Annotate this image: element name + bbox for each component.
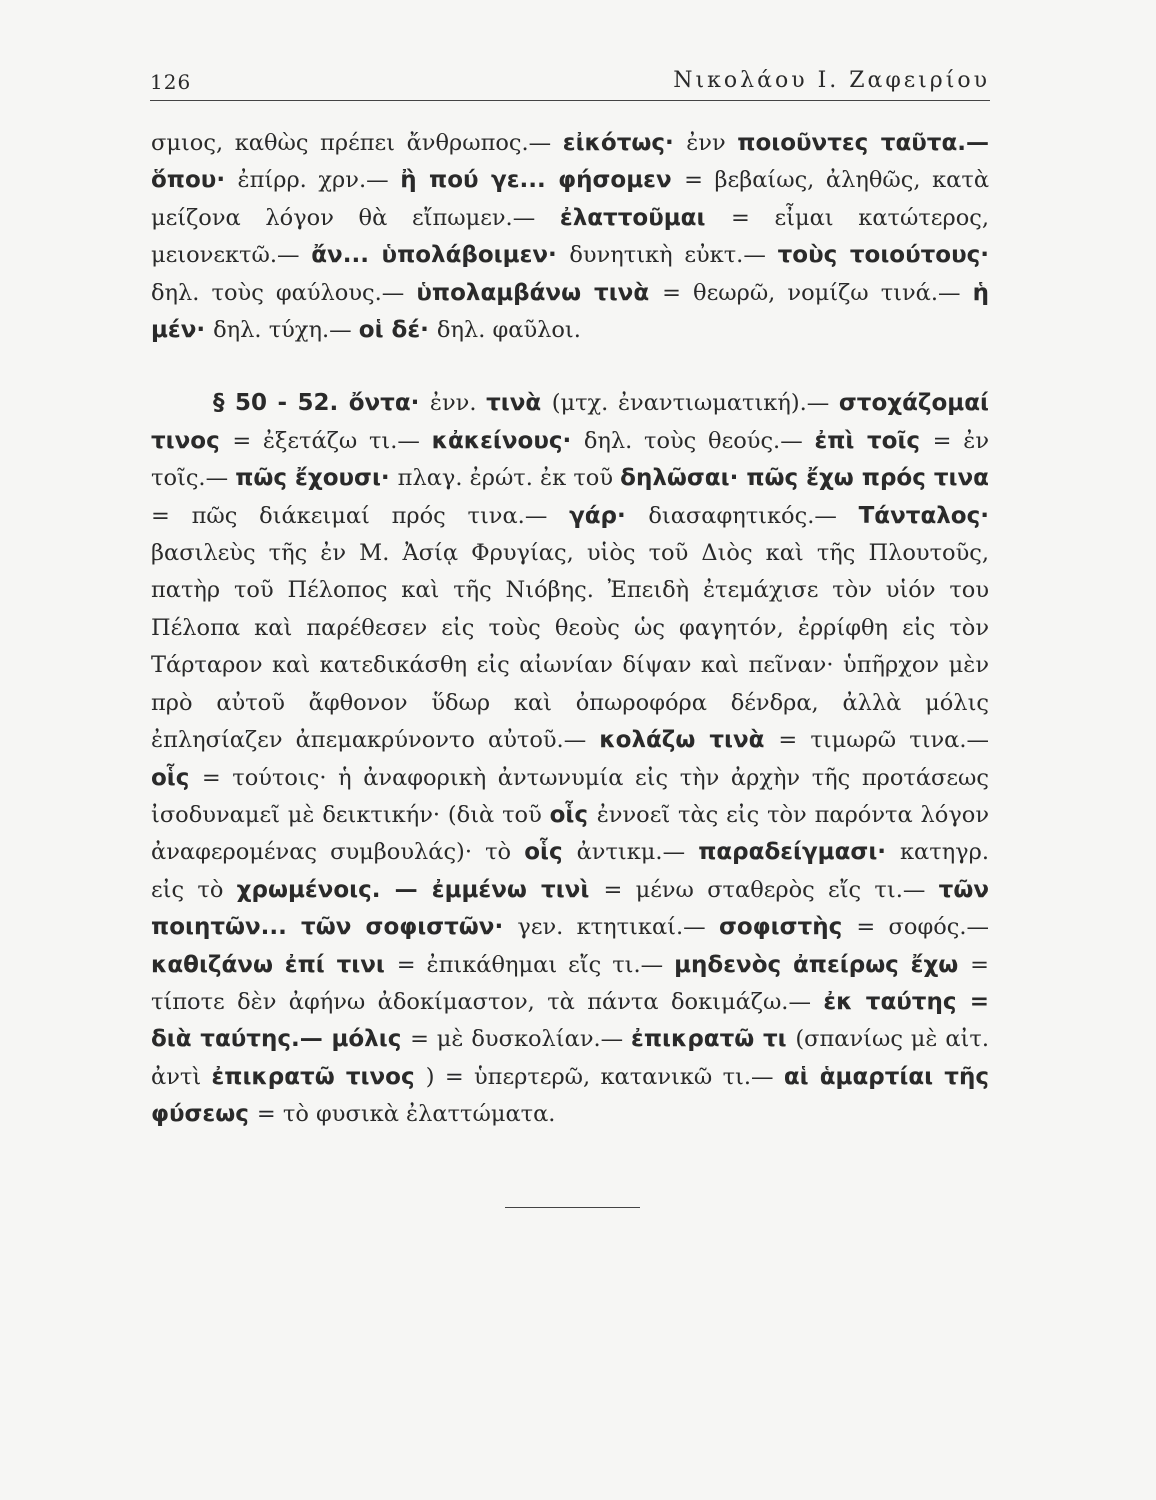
bold-term: παραδείγμασι· [698,839,900,866]
commentary-text [151,125,989,1134]
text-run: = ἐξετάζω τι.— [232,427,432,454]
text-run: ἐνν [686,130,738,156]
text-run: δηλ. φαῦλοι. [436,317,581,344]
text-run: = σοφός.— [856,914,989,941]
text-run: = εἶμαι κατώτερος, μειονεκτῶ.— [151,204,989,269]
text-run: = πῶς διάκειμαί πρός τινα.— [151,502,570,529]
bold-term: ποιοῦντες ταῦτα.— ὅπου· [151,130,990,194]
text-run: σμιος, καθὼς πρέπει ἄνθρωπος.— [151,130,563,156]
section-heading: § 50 - 52. ὄντα· [213,390,430,417]
text-run: = θεωρῶ, νομίζω τινά.— [662,279,973,306]
paragraph [151,125,989,349]
bold-term: τοὺς τοιούτους· [777,242,990,269]
header-rule [150,100,990,101]
bold-term: τινὰ [486,390,552,417]
text-run: ἐννοεῖ τὰς εἰς τὸν παρόντα λόγον ἀναφερομένας συμβουλάς)· τὸ [151,801,989,866]
section-end-rule [505,1207,640,1208]
bold-term: ἐπὶ τοῖς [814,427,933,454]
text-run: ) = ὑπερτερῶ, κατανικῶ τι.— [425,1063,784,1090]
text-run: = ἐν τοῖς.— [151,427,989,492]
text-run: = ἐπικάθημαι εἴς τι.— [396,951,675,978]
text-run: = τούτοις· ἡ ἀναφορικὴ ἀντωνυμία εἰς τὴν ἀρχὴν τῆς προτάσεως ἰσοδυναμεῖ μὲ δεικτικήν· (διὰ τοῦ [151,764,989,828]
bold-term: αἱ ἁμαρτίαι τῆς φύσεως [151,1063,989,1128]
text-run: κατηγρ. εἰς τὸ [151,839,989,903]
text-run: ἀντικμ.— [576,839,699,866]
text-run: = τὸ φυσικὰ ἐλαττώματα. [256,1101,556,1128]
bold-term: ἢ πού γε... φήσομεν [400,167,685,194]
bold-term: εἰκότως· [562,130,687,156]
bold-term: γάρ· [569,502,649,529]
running-title: Νικολάου Ι. Ζαφειρίου [673,68,990,93]
text-run: δυνητικὴ εὐκτ.— [569,242,778,269]
bold-term: Τάνταλος· [858,502,989,529]
text-run: (μτχ. ἐναντιωματική).— [551,390,839,417]
bold-term: χρωμένοις. — ἐμμένω τινὶ [236,876,604,903]
text-run: (σπανίως μὲ αἰτ. ἀντὶ [151,1026,989,1090]
bold-term: ἐπικρατῶ τι [631,1026,796,1053]
text-run: = μένω σταθερὸς εἴς τι.— [603,876,939,903]
text-run: γεν. κτητικαί.— [517,914,719,941]
text-run: ἐνν. [429,390,487,417]
text-run: βασιλεὺς τῆς ἐν Μ. Ἀσίᾳ Φρυγίας, υἱὸς τοῦ Διὸς καὶ τῆς Πλουτοῦς, πατὴρ τοῦ Πέλοπος καὶ τῆς Νιόβης. Ἐπειδὴ ἐτεμάχισε τὸν υἱόν του Πέλοπα καὶ παρέθεσεν εἰς τοὺς θεοὺς ὡς φαγητόν, ἐρρίφθη εἰς τὸν Τάρταρον καὶ κατεδικάσθη εἰς αἰωνίαν δίψαν καὶ πεῖναν· ὑπῆρχον μὲν πρὸ αὐτοῦ ἄφθονον ὕδωρ καὶ ὀπωροφόρα δένδρα, ἀλλὰ μόλις ἐπλησίαζεν ἀπεμακρύνοντο αὐτοῦ.— [151,540,989,754]
bold-term: ὑπολαμβάνω τινὰ [416,279,663,306]
page-number: 126 [150,70,192,94]
bold-term: τῶν ποιητῶν... τῶν σοφιστῶν· [151,876,989,941]
text-run: = τιμωρῶ τινα.— [778,727,990,754]
paragraph [151,385,989,1133]
bold-term: σοφιστὴς [718,914,857,941]
text-run: πλαγ. ἐρώτ. ἐκ τοῦ [397,465,621,492]
bold-term: οἷς [549,801,597,828]
text-run: διασαφητικός.— [648,502,859,529]
text-run: ἐπίρρ. χρν.— [237,167,401,194]
text-run: δηλ. τοὺς θεούς.— [583,427,815,454]
bold-term: ἡ μέν· [151,279,989,344]
bold-term: ἐλαττοῦμαι [559,204,731,231]
text-run: = βεβαίως, ἀληθῶς, κατὰ μείζονα λόγον θὰ εἴπωμεν.— [151,167,990,231]
bold-term: καθιζάνω ἐπί τινι [151,951,397,978]
bold-term: ἐπικρατῶ τινος [211,1063,426,1090]
bold-term: κἀκείνους· [431,427,584,454]
text-run: δηλ. τύχη.— [213,317,359,344]
bold-term: μηδενὸς ἀπείρως ἔχω [674,951,971,978]
bold-term: οἷς [151,764,202,791]
bold-term: οἷς [524,839,577,866]
bold-term: στοχάζομαί τινος [151,390,989,454]
bold-term: ἄν... ὑπολάβοιμεν· [311,242,570,269]
bold-term: οἱ δέ· [358,317,437,344]
bold-term: ἐκ ταύτης = διὰ ταύτης.— μόλις [151,988,989,1053]
text-run: = τίποτε δὲν ἀφήνω ἀδοκίμαστον, τὰ πάντα δοκιμάζω.— [151,951,989,1015]
bold-term: δηλῶσαι· πῶς ἔχω πρός τινα [620,465,989,492]
text-run: δηλ. τοὺς φαύλους.— [151,279,417,306]
text-run: = μὲ δυσκολίαν.— [410,1026,632,1053]
bold-term: κολάζω τινὰ [599,727,779,754]
bold-term: πῶς ἔχουσι· [235,465,398,492]
